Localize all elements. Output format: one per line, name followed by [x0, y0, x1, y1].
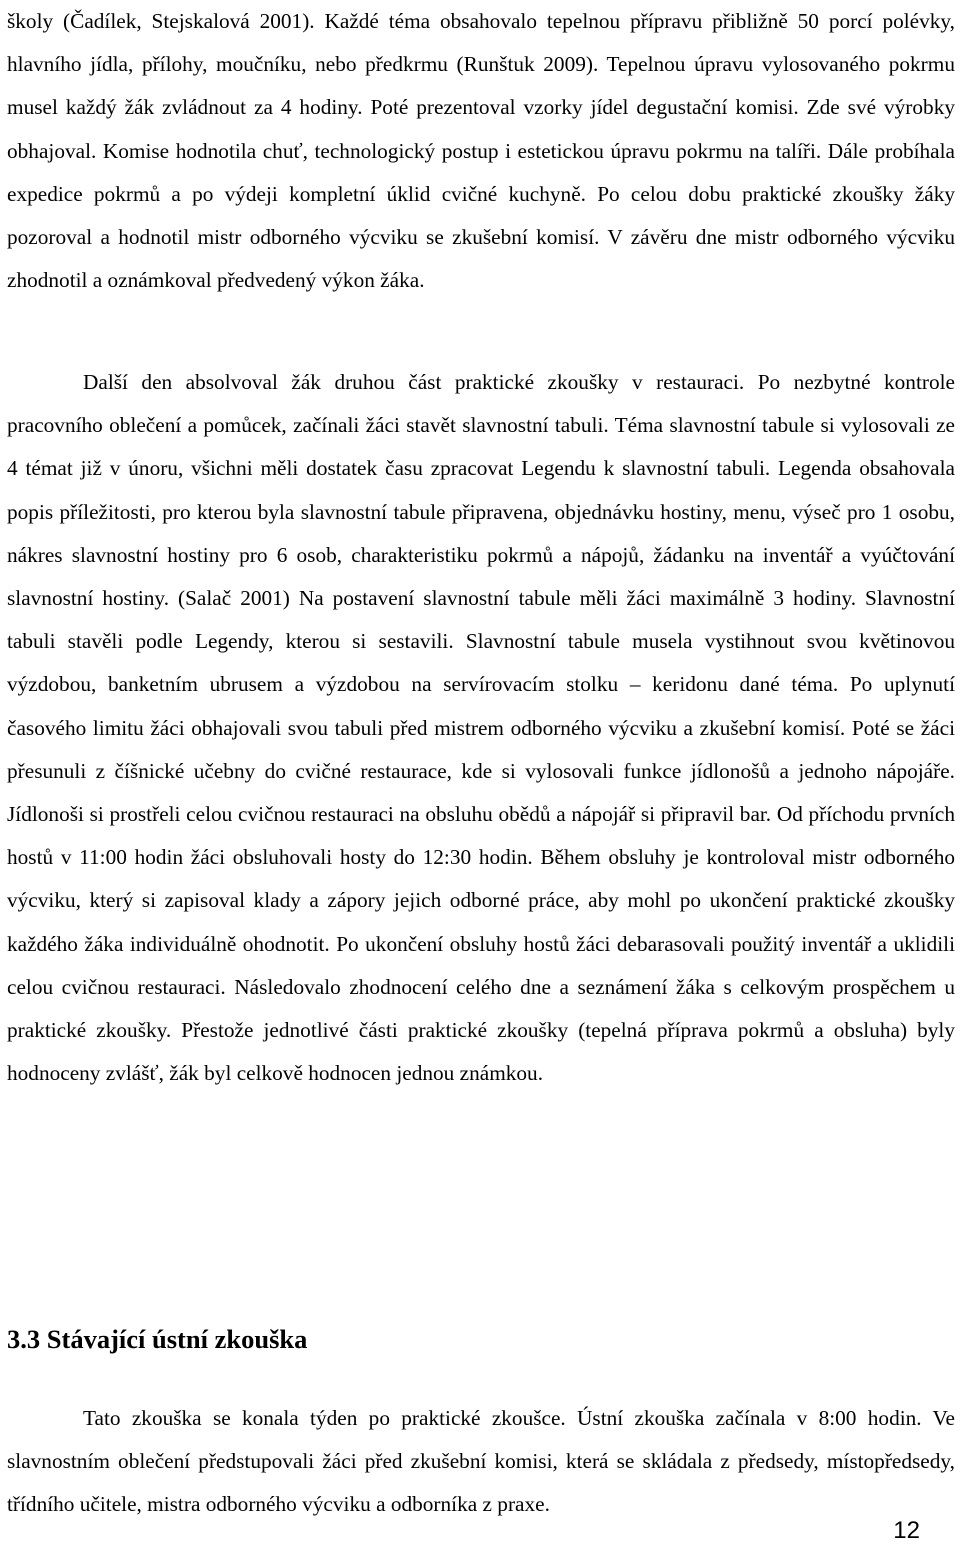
- paragraph-oral-exam: Tato zkouška se konala týden po praktické zkoušce. Ústní zkouška začínala v 8:00 hodin. Ve slavnostním oblečení předstupovali žáci před zkušební komisi, která se skládala z předsedy, místopředsedy, třídního učitele, mistra odborného výcviku a odborníka z praxe.: [7, 1406, 955, 1517]
- paragraph-practical-exam-cooking: školy (Čadílek, Stejskalová 2001). Každé téma obsahovalo tepelnou přípravu přibližně 50 porcí polévky, hlavního jídla, přílohy, moučníku, nebo předkrmu (Runštuk 2009). Tepelnou úpravu vylosovaného pokrmu musel každý žák zvládnout za 4 hodiny. Poté prezentoval vzorky jídel degustační komisi. Zde své výrobky obhajoval. Komise hodnotila chuť, technologický postup i estetickou úpravu pokrmu na talíři. Dále probíhala expedice pokrmů a po výdeji kompletní úklid cvičné kuchyně. Po celou dobu praktické zkoušky žáky pozoroval a hodnotil mistr odborného výcviku se zkušební komisí. V závěru dne mistr odborného výcviku zhodnotil a oznámkoval předvedený výkon žáka.: [7, 9, 955, 293]
- paragraph-practical-exam-restaurant: Další den absolvoval žák druhou část praktické zkoušky v restauraci. Po nezbytné kontrole pracovního oblečení a pomůcek, začínali žáci stavět slavnostní tabuli. Téma slavnostní tabule si vylosovali ze 4 témat již v únoru, všichni měli dostatek času zpracovat Legendu k slavnostní tabuli. Legenda obsahovala popis příležitosti, pro kterou byla slavnostní tabule připravena, objednávku hostiny, menu, výseč pro 1 osobu, nákres slavnostní hostiny pro 6 osob, charakteristiku pokrmů a nápojů, žádanku na inventář a vyúčtování slavnostní hostiny. (Salač 2001) Na postavení slavnostní tabule měli žáci maximálně 3 hodiny. Slavnostní tabuli stavěli podle Legendy, kterou si sestavili. Slavnostní tabule musela vystihnout svou květinovou výzdobou, banketním ubrusem a výzdobou na servírovacím stolku – keridonu dané téma. Po uplynutí časového limitu žáci obhajovali svou tabuli před mistrem odborného výcviku a zkušební komisí. Poté se žáci přesunuli z číšnické učebny do cvičné restaurace, kde si vylosovali funkce jídlonošů a jednoho nápojáře. Jídlonoši si prostřeli celou cvičnou restauraci na obsluhu obědů a nápojář si připravil bar. Od příchodu prvních hostů v 11:00 hodin žáci obsluhovali hosty do 12:30 hodin. Během obsluhy je kontroloval mistr odborného výcviku, který si zapisoval klady a zápory jejich odborné práce, aby mohl po ukončení praktické zkoušky každého žáka individuálně ohodnotit. Po ukončení obsluhy hostů žáci debarasovali použitý inventář a uklidili celou cvičnou restauraci. Následovalo zhodnocení celého dne a seznámení žáka s celkovým prospěchem u praktické zkoušky. Přestože jednotlivé části praktické zkoušky (tepelná příprava pokrmů a obsluha) byly hodnoceny zvlášť, žák byl celkově hodnocen jednou známkou.: [7, 370, 955, 1086]
- section-heading: 3.3 Stávající ústní zkouška: [7, 1324, 308, 1354]
- page-number: 12: [893, 1517, 920, 1544]
